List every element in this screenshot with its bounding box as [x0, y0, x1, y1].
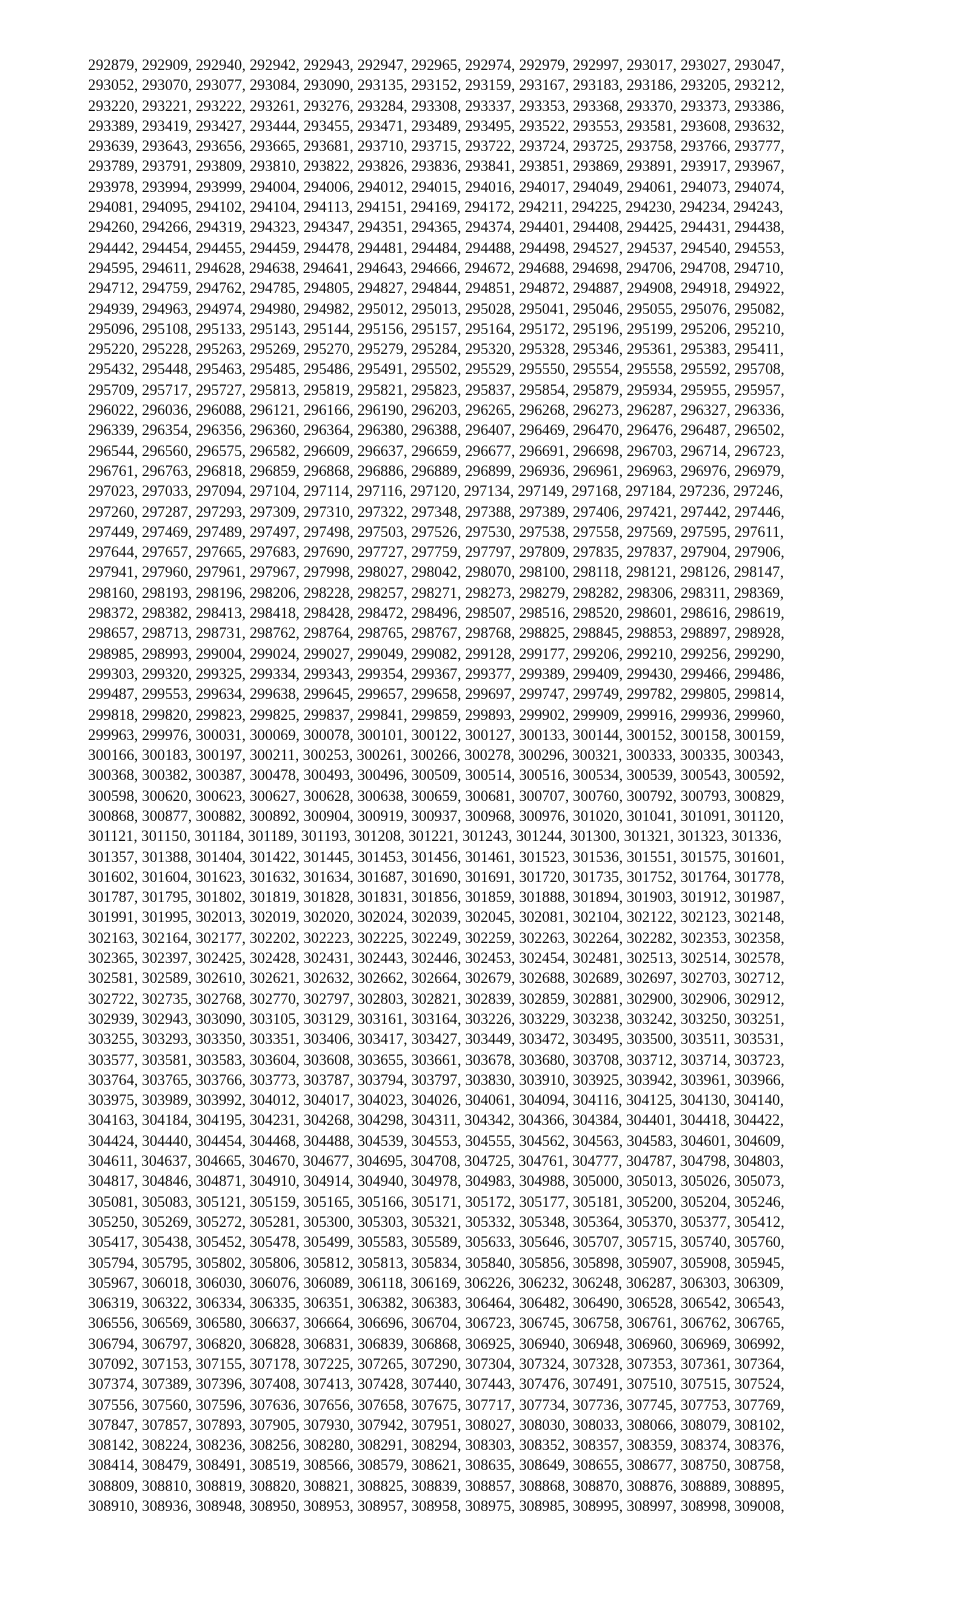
number-line: 308142, 308224, 308236, 308256, 308280, 308291, 308294, 308303, 308352, 308357, 308359, 308374, 308376, — [88, 1437, 785, 1455]
number-line: 308809, 308810, 308819, 308820, 308821, 308825, 308839, 308857, 308868, 308870, 308876, 308889, 308895, — [88, 1477, 785, 1495]
number-line: 294939, 294963, 294974, 294980, 294982, 295012, 295013, 295028, 295041, 295046, 295055, 295076, 295082, — [88, 300, 785, 318]
number-line: 303577, 303581, 303583, 303604, 303608, 303655, 303661, 303678, 303680, 303708, 303712, 303714, 303723, — [88, 1051, 785, 1069]
number-line: 308910, 308936, 308948, 308950, 308953, 308957, 308958, 308975, 308985, 308995, 308997, 308998, 309008, — [88, 1498, 785, 1516]
number-line: 306319, 306322, 306334, 306335, 306351, 306382, 306383, 306464, 306482, 306490, 306528, 306542, 306543, — [88, 1295, 785, 1313]
number-line: 307847, 307857, 307893, 307905, 307930, 307942, 307951, 308027, 308030, 308033, 308066, 308079, 308102, — [88, 1416, 785, 1434]
number-line: 293389, 293419, 293427, 293444, 293455, 293471, 293489, 293495, 293522, 293553, 293581, 293608, 293632, — [88, 117, 785, 135]
number-line: 305794, 305795, 305802, 305806, 305812, 305813, 305834, 305840, 305856, 305898, 305907, 305908, 305945, — [88, 1254, 785, 1272]
number-line: 301787, 301795, 301802, 301819, 301828, 301831, 301856, 301859, 301888, 301894, 301903, 301912, 301987, — [88, 889, 785, 907]
number-line: 305417, 305438, 305452, 305478, 305499, 305583, 305589, 305633, 305646, 305707, 305715, 305740, 305760, — [88, 1234, 785, 1252]
number-line: 294712, 294759, 294762, 294785, 294805, 294827, 294844, 294851, 294872, 294887, 294908, 294918, 294922, — [88, 280, 785, 298]
number-line: 307374, 307389, 307396, 307408, 307413, 307428, 307440, 307443, 307476, 307491, 307510, 307515, 307524, — [88, 1376, 785, 1394]
number-line: 306794, 306797, 306820, 306828, 306831, 306839, 306868, 306925, 306940, 306948, 306960, 306969, 306992, — [88, 1335, 785, 1353]
number-line: 304611, 304637, 304665, 304670, 304677, 304695, 304708, 304725, 304761, 304777, 304787, 304798, 304803, — [88, 1153, 784, 1171]
number-line: 296761, 296763, 296818, 296859, 296868, 296886, 296889, 296899, 296936, 296961, 296963, 296976, 296979, — [88, 462, 785, 480]
number-line: 301121, 301150, 301184, 301189, 301193, 301208, 301221, 301243, 301244, 301300, 301321, 301323, 301336, — [88, 828, 782, 846]
number-line: 304163, 304184, 304195, 304231, 304268, 304298, 304311, 304342, 304366, 304384, 304401, 304418, 304422, — [88, 1112, 784, 1130]
number-line: 298160, 298193, 298196, 298206, 298228, 298257, 298271, 298273, 298279, 298282, 298306, 298311, 298369, — [88, 584, 784, 602]
number-line: 298985, 298993, 299004, 299024, 299027, 299049, 299082, 299128, 299177, 299206, 299210, 299256, 299290, — [88, 645, 785, 663]
number-line: 294081, 294095, 294102, 294104, 294113, 294151, 294169, 294172, 294211, 294225, 294230, 294234, 294243, — [88, 199, 784, 217]
number-line: 299963, 299976, 300031, 300069, 300078, 300101, 300122, 300127, 300133, 300144, 300152, 300158, 300159, — [88, 726, 785, 744]
number-line: 308414, 308479, 308491, 308519, 308566, 308579, 308621, 308635, 308649, 308655, 308677, 308750, 308758, — [88, 1457, 785, 1475]
number-line: 302163, 302164, 302177, 302202, 302223, 302225, 302249, 302259, 302263, 302264, 302282, 302353, 302358, — [88, 929, 785, 947]
number-line: 302365, 302397, 302425, 302428, 302431, 302443, 302446, 302453, 302454, 302481, 302513, 302514, 302578, — [88, 950, 785, 968]
number-line: 307092, 307153, 307155, 307178, 307225, 307265, 307290, 307304, 307324, 307328, 307353, 307361, 307364, — [88, 1356, 785, 1373]
number-line: 301357, 301388, 301404, 301422, 301445, 301453, 301456, 301461, 301523, 301536, 301551, 301575, 301601, — [88, 848, 785, 866]
number-line: 296339, 296354, 296356, 296360, 296364, 296380, 296388, 296407, 296469, 296470, 296476, 296487, 296502, — [88, 422, 785, 440]
number-line: 299818, 299820, 299823, 299825, 299837, 299841, 299859, 299893, 299902, 299909, 299916, 299936, 299960, — [88, 706, 785, 724]
number-line: 292879, 292909, 292940, 292942, 292943, 292947, 292965, 292974, 292979, 292997, 293017, 293027, 293047, — [88, 57, 785, 74]
number-list-block — [88, 56, 888, 1517]
number-line: 304817, 304846, 304871, 304910, 304914, 304940, 304978, 304983, 304988, 305000, 305013, 305026, 305073, — [88, 1173, 785, 1191]
number-line: 297260, 297287, 297293, 297309, 297310, 297322, 297348, 297388, 297389, 297406, 297421, 297442, 297446, — [88, 503, 785, 521]
number-line: 297023, 297033, 297094, 297104, 297114, 297116, 297120, 297134, 297149, 297168, 297184, 297236, 297246, — [88, 483, 784, 501]
number-line: 300166, 300183, 300197, 300211, 300253, 300261, 300266, 300278, 300296, 300321, 300333, 300335, 300343, — [88, 747, 784, 765]
number-line: 302722, 302735, 302768, 302770, 302797, 302803, 302821, 302839, 302859, 302881, 302900, 302906, 302912, — [88, 990, 785, 1008]
number-line: 294442, 294454, 294455, 294459, 294478, 294481, 294484, 294488, 294498, 294527, 294537, 294540, 294553, — [88, 239, 785, 257]
number-line: 305967, 306018, 306030, 306076, 306089, 306118, 306169, 306226, 306232, 306248, 306287, 306303, 306309, — [88, 1274, 784, 1292]
number-line: 298372, 298382, 298413, 298418, 298428, 298472, 298496, 298507, 298516, 298520, 298601, 298616, 298619, — [88, 605, 785, 623]
number-line: 307556, 307560, 307596, 307636, 307656, 307658, 307675, 307717, 307734, 307736, 307745, 307753, 307769, — [88, 1396, 785, 1414]
number-line: 303975, 303989, 303992, 304012, 304017, 304023, 304026, 304061, 304094, 304116, 304125, 304130, 304140, — [88, 1092, 784, 1110]
number-line: 295432, 295448, 295463, 295485, 295486, 295491, 295502, 295529, 295550, 295554, 295558, 295592, 295708, — [88, 361, 785, 379]
number-line: 303255, 303293, 303350, 303351, 303406, 303417, 303427, 303449, 303472, 303495, 303500, 303511, 303531, — [88, 1031, 784, 1049]
number-line: 301991, 301995, 302013, 302019, 302020, 302024, 302039, 302045, 302081, 302104, 302122, 302123, 302148, — [88, 909, 785, 927]
number-line: 302581, 302589, 302610, 302621, 302632, 302662, 302664, 302679, 302688, 302689, 302697, 302703, 302712, — [88, 970, 785, 988]
number-line: 299487, 299553, 299634, 299638, 299645, 299657, 299658, 299697, 299747, 299749, 299782, 299805, 299814, — [88, 686, 785, 704]
number-line: 301602, 301604, 301623, 301632, 301634, 301687, 301690, 301691, 301720, 301735, 301752, 301764, 301778, — [88, 868, 785, 886]
number-line: 297644, 297657, 297665, 297683, 297690, 297727, 297759, 297797, 297809, 297835, 297837, 297904, 297906, — [88, 544, 785, 562]
number-line: 293789, 293791, 293809, 293810, 293822, 293826, 293836, 293841, 293851, 293869, 293891, 293917, 293967, — [88, 158, 785, 176]
number-line: 294260, 294266, 294319, 294323, 294347, 294351, 294365, 294374, 294401, 294408, 294425, 294431, 294438, — [88, 219, 785, 237]
number-line: 303764, 303765, 303766, 303773, 303787, 303794, 303797, 303830, 303910, 303925, 303942, 303961, 303966, — [88, 1071, 785, 1089]
number-line: 295709, 295717, 295727, 295813, 295819, 295821, 295823, 295837, 295854, 295879, 295934, 295955, 295957, — [88, 381, 785, 399]
number-line: 295096, 295108, 295133, 295143, 295144, 295156, 295157, 295164, 295172, 295196, 295199, 295206, 295210, — [88, 320, 785, 338]
number-line: 305250, 305269, 305272, 305281, 305300, 305303, 305321, 305332, 305348, 305364, 305370, 305377, 305412, — [88, 1213, 785, 1231]
number-line: 293639, 293643, 293656, 293665, 293681, 293710, 293715, 293722, 293724, 293725, 293758, 293766, 293777, — [88, 138, 785, 156]
number-line: 306556, 306569, 306580, 306637, 306664, 306696, 306704, 306723, 306745, 306758, 306761, 306762, 306765, — [88, 1315, 785, 1333]
number-line: 294595, 294611, 294628, 294638, 294641, 294643, 294666, 294672, 294688, 294698, 294706, 294708, 294710, — [88, 259, 784, 277]
number-line: 305081, 305083, 305121, 305159, 305165, 305166, 305171, 305172, 305177, 305181, 305200, 305204, 305246, — [88, 1193, 785, 1211]
number-line: 297449, 297469, 297489, 297497, 297498, 297503, 297526, 297530, 297538, 297558, 297569, 297595, 297611, — [88, 523, 784, 541]
number-line: 293978, 293994, 293999, 294004, 294006, 294012, 294015, 294016, 294017, 294049, 294061, 294073, 294074, — [88, 178, 785, 196]
number-line: 302939, 302943, 303090, 303105, 303129, 303161, 303164, 303226, 303229, 303238, 303242, 303250, 303251, — [88, 1010, 785, 1028]
number-line: 300868, 300877, 300882, 300892, 300904, 300919, 300937, 300968, 300976, 301020, 301041, 301091, 301120, — [88, 807, 784, 825]
number-line: 304424, 304440, 304454, 304468, 304488, 304539, 304553, 304555, 304562, 304563, 304583, 304601, 304609, — [88, 1132, 785, 1150]
number-line: 293220, 293221, 293222, 293261, 293276, 293284, 293308, 293337, 293353, 293368, 293370, 293373, 293386, — [88, 97, 785, 115]
number-line: 295220, 295228, 295263, 295269, 295270, 295279, 295284, 295320, 295328, 295346, 295361, 295383, 295411, — [88, 341, 784, 359]
number-line: 299303, 299320, 299325, 299334, 299343, 299354, 299367, 299377, 299389, 299409, 299430, 299466, 299486, — [88, 665, 785, 683]
number-line: 297941, 297960, 297961, 297967, 297998, 298027, 298042, 298070, 298100, 298118, 298121, 298126, 298147, — [88, 564, 784, 582]
number-line: 293052, 293070, 293077, 293084, 293090, 293135, 293152, 293159, 293167, 293183, 293186, 293205, 293212, — [88, 77, 785, 95]
number-line: 296544, 296560, 296575, 296582, 296609, 296637, 296659, 296677, 296691, 296698, 296703, 296714, 296723, — [88, 442, 785, 460]
number-line: 300598, 300620, 300623, 300627, 300628, 300638, 300659, 300681, 300707, 300760, 300792, 300793, 300829, — [88, 787, 785, 805]
number-line: 296022, 296036, 296088, 296121, 296166, 296190, 296203, 296265, 296268, 296273, 296287, 296327, 296336, — [88, 402, 785, 420]
number-line: 298657, 298713, 298731, 298762, 298764, 298765, 298767, 298768, 298825, 298845, 298853, 298897, 298928, — [88, 625, 785, 643]
number-line: 300368, 300382, 300387, 300478, 300493, 300496, 300509, 300514, 300516, 300534, 300539, 300543, 300592, — [88, 767, 785, 785]
